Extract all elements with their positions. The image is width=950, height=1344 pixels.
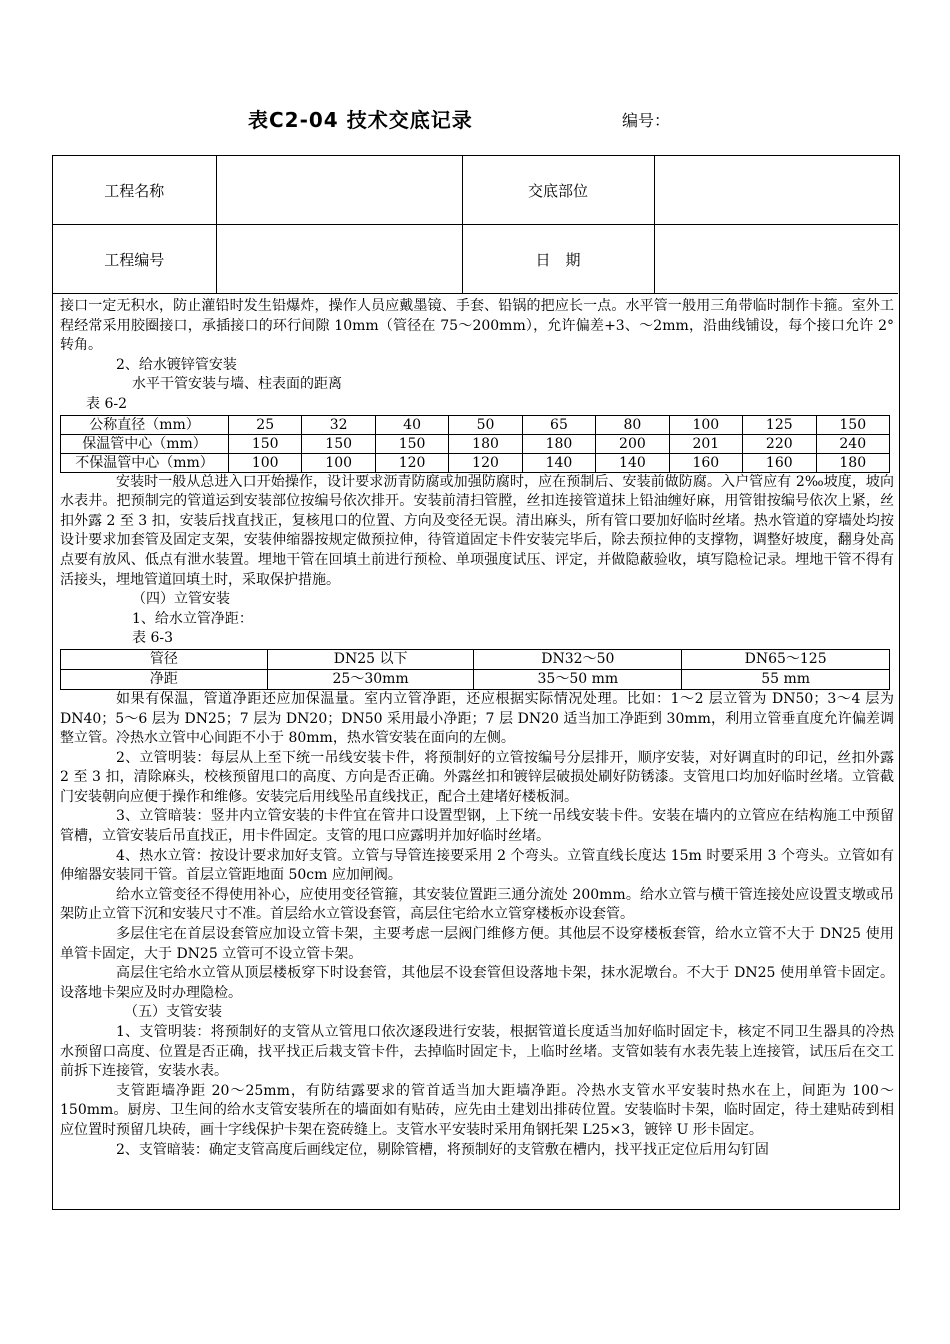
table-row — [61, 649, 890, 669]
section-heading: （五）支管安装 — [124, 1004, 222, 1021]
table-cell: 50 — [449, 415, 522, 434]
table-cell: 180 — [816, 453, 890, 472]
project-name-label: 工程名称 — [53, 156, 216, 225]
table-cell: DN25 以下 — [267, 649, 474, 669]
date-label: 日 期 — [462, 225, 654, 294]
record-frame — [52, 155, 900, 1210]
table-cell: 160 — [743, 453, 816, 472]
paragraph: 安装时一般从总进入口开始操作，设计要求沥青防腐或加强防腐时，应在预制后、安装前做防腐。入户管应有 2‰坡度，坡向水表井。把预制完的管道运到安装部位按编号依次排开。安装前清扫管膛，丝扣连接管道抹上铅油缠好麻，用管钳按编号依次上紧，丝扣外露 2 至 3 扣，安装后找直找正，复核甩口的位置、方向及变径无误。清出麻头，所有管口要加好临时丝堵。热水管道的穿墙处均按设计要求加套管及固定支架，安装伸缩器按规定做预拉伸，待管道固定卡件安装完毕后，除去预拉伸的支撑物，调整好坡度，翻身处高点要有放风、低点有泄水装置。埋地干管在回填土前进行预检、单项强度试压、评定，并做隐蔽验收，填写隐检记录。埋地干管不得有活接头，埋地管道回填土时，采取保护措施。 — [60, 473, 894, 588]
table-cell: DN32～50 — [474, 649, 682, 669]
table-cell: 40 — [375, 415, 448, 434]
table-cell: 65 — [522, 415, 595, 434]
project-number-label: 工程编号 — [53, 225, 216, 294]
table-cell: 55 mm — [682, 669, 890, 689]
row-header-cell: 净距 — [61, 669, 268, 689]
table-cell: 200 — [596, 434, 669, 453]
table-row — [61, 669, 890, 689]
table-cell: 150 — [816, 415, 890, 434]
table-cell: 100 — [669, 415, 742, 434]
table-cell: 25～30mm — [267, 669, 474, 689]
section-heading: 水平干管安装与墙、柱表面的距离 — [132, 376, 342, 393]
paragraph: 接口一定无积水，防止灌铅时发生铅爆炸，操作人员应戴墨镜、手套、铅锅的把应长一点。水平管一般用三角带临时制作卡箍。室外工程经常采用胶圈接口，承插接口的环行间隙 10mm（管径在 75～200mm），允许偏差+3、～2mm，沿曲线铺设，每个接口允许 2° 转角。 — [60, 298, 894, 354]
table-cell: 140 — [522, 453, 595, 472]
table-cell: 32 — [302, 415, 375, 434]
paragraph: 给水立管变径不得使用补心，应使用变径管箍，其安装位置距三通分流处 200mm。给水立管与横干管连接处应设置支墩或吊架防止立管下沉和安装尺寸不准。首层给水立管设套管，高层住宅给水立管穿楼板亦设套管。 — [60, 886, 894, 923]
pipe-distance-table — [60, 415, 890, 473]
row-header-cell: 管径 — [61, 649, 268, 669]
paragraph: 2、支管暗装：确定支管高度后画线定位，剔除管槽，将预制好的支管敷在槽内，找平找正定位后用勾钉固 — [116, 1141, 769, 1158]
table-row — [61, 434, 890, 453]
table-cell: 125 — [743, 415, 816, 434]
paragraph: 2、立管明装：每层从上至下统一吊线安装卡件，将预制好的立管按编号分层排开，顺序安装，对好调直时的印记，丝扣外露 2 至 3 扣，清除麻头，校核预留甩口的高度、方向是否正确。外露丝扣和镀锌层破损处刷好防锈漆。支管甩口均加好临时丝堵。立管截门安装朝向应便于操作和维修。安装完后用线坠吊直线找正，配合土建堵好楼板洞。 — [60, 749, 894, 805]
table-cell: 100 — [229, 453, 302, 472]
riser-clearance-table — [60, 649, 890, 690]
date-field[interactable] — [654, 225, 898, 294]
table-cell: 240 — [816, 434, 890, 453]
row-header-cell: 不保温管中心（mm） — [61, 453, 229, 472]
header-table — [53, 156, 898, 294]
table-cell: 100 — [302, 453, 375, 472]
project-number-field[interactable] — [216, 225, 462, 294]
disclosure-part-label: 交底部位 — [462, 156, 654, 225]
table-cell: 35～50 mm — [474, 669, 682, 689]
table-cell: 140 — [596, 453, 669, 472]
project-name-field[interactable] — [216, 156, 462, 225]
table-cell: 120 — [375, 453, 448, 472]
section-heading: （四）立管安装 — [132, 591, 230, 608]
table-row — [61, 453, 890, 472]
table-cell: 25 — [229, 415, 302, 434]
table-cell: DN65～125 — [682, 649, 890, 669]
table-cell: 180 — [449, 434, 522, 453]
table-cell: 180 — [522, 434, 595, 453]
content-body — [60, 297, 894, 1160]
table-cell: 201 — [669, 434, 742, 453]
table-cell: 150 — [375, 434, 448, 453]
table-cell: 220 — [743, 434, 816, 453]
table-cell: 80 — [596, 415, 669, 434]
table-label: 表 6-2 — [86, 395, 127, 412]
paragraph: 3、立管暗装：竖井内立管安装的卡件宜在管井口设置型钢，上下统一吊线安装卡件。安装在墙内的立管应在结构施工中预留管槽，立管安装后吊直找正，用卡件固定。支管的甩口应露明并加好临时丝堵。 — [60, 808, 894, 845]
paragraph: 4、热水立管：按设计要求加好支管。立管与导管连接要采用 2 个弯头。立管直线长度达 15m 时要采用 3 个弯头。立管如有伸缩器安装同干管。首层立管距地面 50cm 应加闸阀。 — [60, 847, 894, 884]
table-cell: 150 — [229, 434, 302, 453]
table-cell: 120 — [449, 453, 522, 472]
table-label: 表 6-3 — [132, 630, 173, 647]
serial-number-label: 编号： — [622, 111, 671, 130]
row-header-cell: 保温管中心（mm） — [61, 434, 229, 453]
paragraph: 1、支管明装：将预制好的支管从立管甩口依次逐段进行安装，根据管道长度适当加好临时固定卡，核定不同卫生器具的冷热水预留口高度、位置是否正确，找平找正后栽支管卡件，去掉临时固定卡，上临时丝堵。支管如装有水表先装上连接管，试压后在交工前拆下连接管，安装水表。 — [60, 1024, 894, 1080]
table-row — [61, 415, 890, 434]
paragraph: 多层住宅在首层设套管应加设立管卡架，主要考虑一层阀门维修方便。其他层不设穿楼板套管，给水立管不大于 DN25 使用单管卡固定，大于 DN25 立管可不设立管卡架。 — [60, 926, 894, 962]
table-cell: 150 — [302, 434, 375, 453]
disclosure-part-field[interactable] — [654, 156, 898, 225]
paragraph: 支管距墙净距 20～25mm，有防结露要求的管首适当加大距墙净距。冷热水支管水平安装时热水在上，间距为 100～150mm。厨房、卫生间的给水支管安装所在的墙面如有贴砖，应先由土建划出排砖位置。安装临时卡架，临时固定，待土建贴砖到相应位置时预留几块砖，画十字线保护卡架在瓷砖缝上。支管水平安装时采用角钢托架 L25×3，镀锌 U 形卡固定。 — [60, 1082, 894, 1138]
paragraph: 高层住宅给水立管从顶层楼板穿下时设套管，其他层不设套管但设落地卡架，抹水泥墩台。不大于 DN25 使用单管卡固定。设落地卡架应及时办理隐检。 — [60, 965, 894, 1001]
page-title: 表C2-04 技术交底记录 — [248, 108, 473, 132]
paragraph: 如果有保温，管道净距还应加保温量。室内立管净距，还应根据实际情况处理。比如：1～2 层立管为 DN50；3～4 层为 DN40；5～6 层为 DN25；7 层为 DN20；DN50 采用最小净距；7 层 DN20 适当加工净距到 30mm，利用立管垂直度允许偏差调整立管。冷热水立管中心间距不小于 80mm，热水管安装在面向的左侧。 — [60, 690, 894, 747]
row-header-cell: 公称直径（mm） — [61, 415, 229, 434]
section-heading: 1、给水立管净距： — [132, 610, 253, 627]
section-heading: 2、给水镀锌管安装 — [116, 356, 237, 373]
table-cell: 160 — [669, 453, 742, 472]
